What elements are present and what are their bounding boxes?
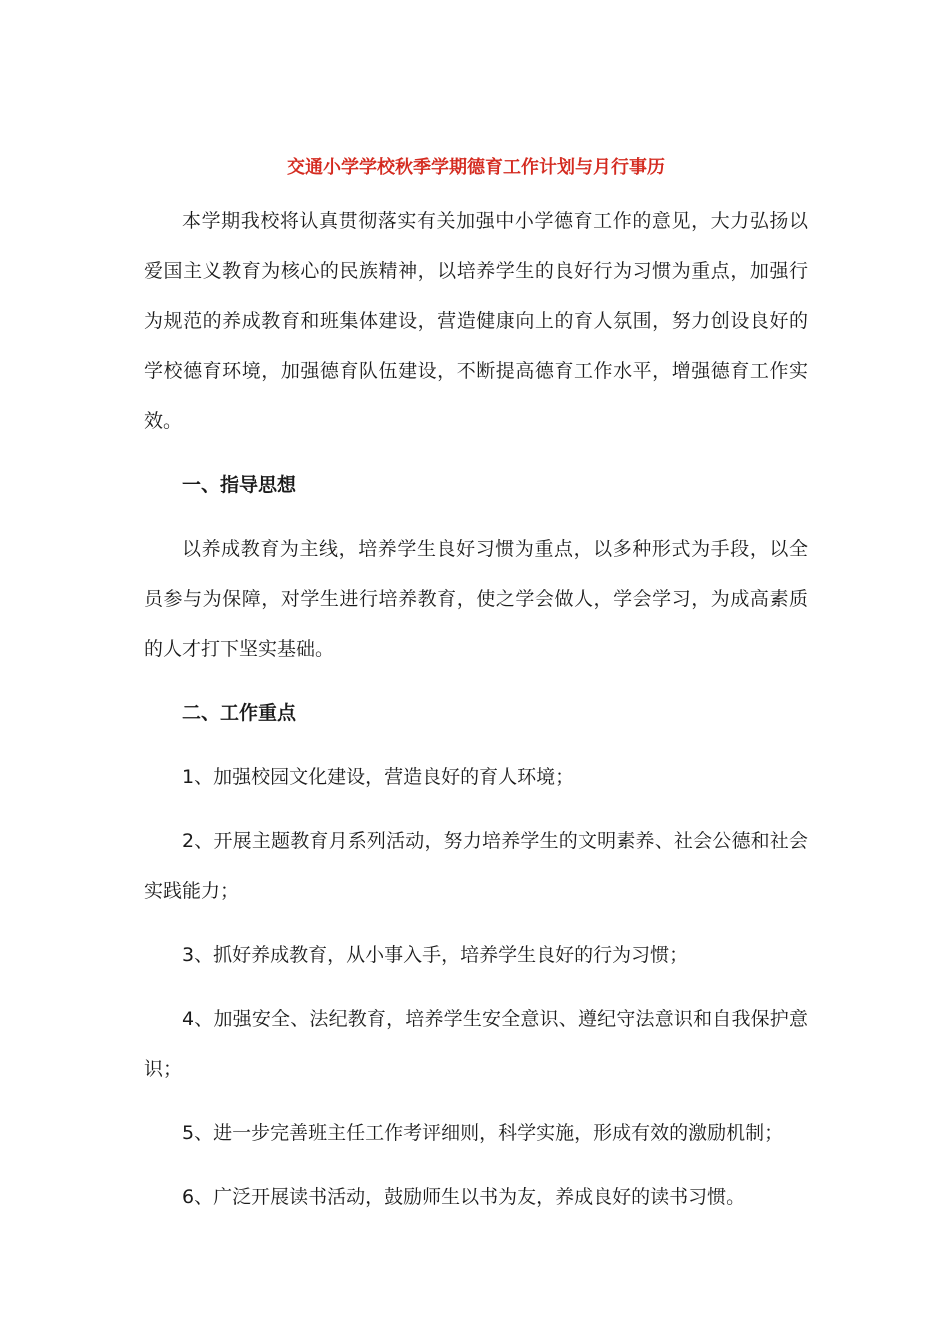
work-focus-item: 6、广泛开展读书活动，鼓励师生以书为友，养成良好的读书习惯。 xyxy=(182,1186,746,1208)
section-heading-guiding-ideology: 一、指导思想 xyxy=(182,474,297,496)
work-focus-item: 2、开展主题教育月系列活动，努力培养学生的文明素养、社会公德和社会实践能力； xyxy=(144,830,808,902)
document-title: 交通小学学校秋季学期德育工作计划与月行事历 xyxy=(287,157,665,178)
work-focus-item: 3、抓好养成教育，从小事入手，培养学生良好的行为习惯； xyxy=(182,944,689,966)
work-focus-item: 4、加强安全、法纪教育，培养学生安全意识、遵纪守法意识和自我保护意识； xyxy=(144,1008,808,1080)
work-focus-item: 5、进一步完善班主任工作考评细则，科学实施，形成有效的激励机制； xyxy=(182,1122,784,1144)
section-heading-work-focus: 二、工作重点 xyxy=(182,702,297,724)
work-focus-item: 1、加强校园文化建设，营造良好的育人环境； xyxy=(182,766,575,788)
guiding-ideology-paragraph: 以养成教育为主线，培养学生良好习惯为重点，以多种形式为手段，以全员参与为保障，对学生进行培养教育，使之学会做人，学会学习，为成高素质的人才打下坚实基础。 xyxy=(144,538,808,660)
document-page xyxy=(144,150,808,1222)
intro-paragraph: 本学期我校将认真贯彻落实有关加强中小学德育工作的意见，大力弘扬以爱国主义教育为核心的民族精神，以培养学生的良好行为习惯为重点，加强行为规范的养成教育和班集体建设，营造健康向上的育人氛围，努力创设良好的学校德育环境，加强德育队伍建设，不断提高德育工作水平，增强德育工作实效。 xyxy=(144,210,808,432)
